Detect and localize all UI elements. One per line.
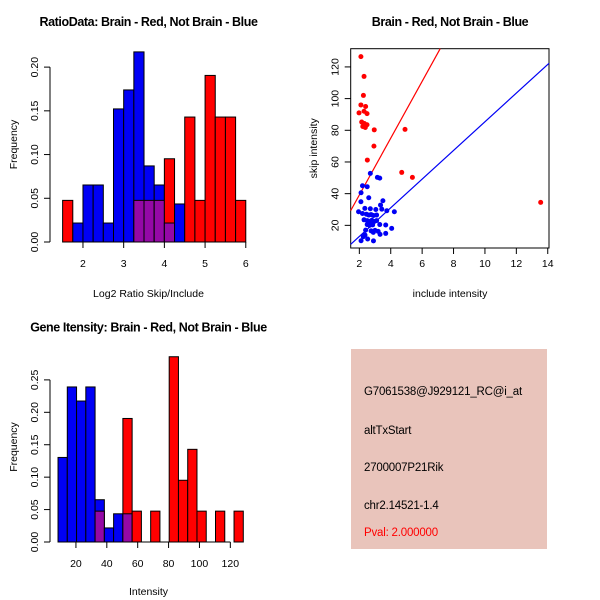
y-tick-label: 40	[329, 187, 342, 200]
blue-data-point	[383, 231, 388, 236]
y-tick-label: 0.20	[29, 402, 41, 423]
histogram-bar	[77, 401, 86, 542]
histogram-bar	[132, 511, 141, 542]
histogram-bar	[234, 511, 243, 542]
red-data-point	[357, 110, 362, 115]
gene-symbol-text: 2700007P21Rik	[364, 462, 444, 474]
pval-text: Pval: 2.000000	[364, 527, 438, 539]
x-tick-label: 2	[356, 258, 363, 270]
x-tick-label: 6	[242, 258, 249, 270]
x-tick-label: 80	[162, 558, 175, 570]
intensity-scatter-plot	[330, 49, 554, 270]
histogram-bar	[185, 117, 195, 242]
y-tick-label: 20	[329, 219, 342, 232]
ratio-histogram-xlabel: Log2 Ratio Skip/Include	[93, 288, 204, 300]
y-tick-label: 0.05	[29, 188, 41, 209]
x-tick-label: 120	[221, 558, 240, 570]
blue-data-point	[371, 238, 376, 243]
ratio-histogram-title: RatioData: Brain - Red, Not Brain - Blue	[39, 15, 258, 29]
red-data-point	[410, 175, 415, 180]
histogram-bar	[123, 514, 132, 542]
histogram-bar	[216, 511, 225, 542]
histogram-bar	[63, 200, 73, 242]
y-tick-label: 0.15	[29, 100, 41, 122]
blue-data-point	[358, 199, 363, 204]
blue-data-point	[359, 190, 364, 195]
x-tick-label: 4	[387, 258, 394, 270]
x-tick-label: 10	[479, 258, 491, 270]
blue-data-point	[384, 208, 389, 213]
x-tick-label: 14	[541, 258, 554, 270]
blue-data-point	[362, 206, 367, 211]
scatter-xlabel: include intensity	[412, 288, 488, 300]
y-tick-label: 0.00	[29, 231, 41, 253]
x-tick-label: 60	[131, 558, 144, 570]
histogram-bar	[188, 449, 197, 542]
gene-info-panel	[351, 349, 547, 549]
histogram-bar	[103, 223, 113, 242]
histogram-bar	[86, 387, 95, 542]
blue-data-point	[365, 236, 370, 241]
red-data-point	[358, 102, 363, 107]
probe-id-text: G7061538@J929121_RC@i_at	[364, 386, 522, 398]
red-data-point	[365, 158, 370, 163]
x-tick-label: 12	[510, 258, 523, 270]
intensity-scatter-panel	[300, 0, 600, 300]
locus-text: chr2.14521-1.4	[364, 500, 439, 512]
blue-data-point	[368, 171, 373, 176]
x-tick-label: 5	[202, 258, 208, 270]
blue-data-point	[366, 195, 371, 200]
histogram-bar	[73, 223, 83, 242]
blue-data-point	[379, 207, 384, 212]
red-data-point	[358, 54, 363, 59]
y-tick-label: 80	[329, 124, 342, 137]
histogram-bar	[178, 480, 187, 542]
blue-data-point	[389, 226, 394, 231]
scatter-ylabel: skip intensity	[308, 118, 320, 179]
scatter-title: Brain - Red, Not Brain - Blue	[371, 15, 529, 29]
blue-data-point	[359, 238, 364, 243]
gene-intensity-histogram-plot	[29, 357, 243, 570]
histogram-bar	[169, 357, 178, 542]
ratio-histogram-panel	[0, 0, 300, 300]
histogram-bar	[164, 223, 174, 242]
histogram-bar	[151, 511, 160, 542]
x-tick-label: 2	[80, 258, 86, 270]
blue-data-point	[380, 198, 385, 203]
red-data-point	[399, 170, 404, 175]
histogram-bar	[154, 200, 164, 242]
blue-data-point	[373, 207, 378, 212]
y-tick-label: 0.10	[29, 466, 41, 488]
gene-histogram-xlabel: Intensity	[128, 586, 169, 598]
x-tick-label: 20	[70, 558, 82, 570]
x-tick-label: 8	[450, 258, 457, 270]
x-tick-label: 3	[120, 258, 127, 270]
x-tick-label: 6	[419, 258, 426, 270]
y-tick-label: 100	[329, 89, 342, 108]
histogram-bar	[104, 528, 113, 542]
histogram-bar	[205, 75, 215, 242]
blue-data-point	[377, 176, 382, 181]
blue-fit-line	[351, 63, 549, 244]
histogram-bar	[83, 185, 93, 242]
gene-histogram-title: Gene Itensity: Brain - Red, Not Brain - Blue	[30, 320, 267, 335]
blue-data-point	[371, 230, 376, 235]
blue-data-point	[378, 232, 383, 237]
histogram-bar	[124, 90, 134, 242]
histogram-bar	[215, 117, 225, 242]
histogram-bar	[195, 200, 205, 242]
histogram-bar	[175, 204, 185, 242]
blue-data-point	[370, 222, 375, 227]
blue-data-point	[360, 183, 365, 188]
histogram-bar	[95, 511, 104, 542]
histogram-bar	[67, 387, 76, 542]
event-type-text: altTxStart	[364, 425, 412, 437]
gene-histogram-ylabel: Frequency	[8, 422, 20, 472]
histogram-bar	[58, 457, 67, 542]
ratio-histogram-plot	[29, 52, 249, 270]
x-tick-label: 100	[190, 558, 209, 570]
y-tick-label: 0.20	[29, 56, 41, 78]
red-data-point	[371, 144, 376, 149]
blue-data-point	[363, 228, 368, 233]
red-data-point	[361, 93, 366, 98]
red-data-point	[538, 200, 543, 205]
x-tick-label: 4	[161, 258, 168, 270]
blue-data-point	[374, 213, 379, 218]
red-data-point	[372, 127, 377, 132]
y-tick-label: 0.25	[29, 369, 41, 391]
y-tick-label: 60	[329, 156, 342, 168]
y-tick-label: 0.00	[29, 531, 41, 553]
histogram-bar	[236, 200, 246, 242]
histogram-bar	[93, 185, 103, 242]
y-tick-label: 0.05	[29, 499, 41, 520]
y-tick-label: 0.15	[29, 434, 41, 455]
blue-data-point	[392, 209, 397, 214]
histogram-bar	[197, 511, 206, 542]
blue-data-point	[374, 218, 379, 223]
gene-intensity-histogram-panel	[0, 300, 300, 600]
blue-data-point	[365, 184, 370, 189]
red-data-point	[365, 111, 370, 116]
histogram-bar	[225, 117, 235, 242]
x-tick-label: 40	[100, 558, 113, 570]
histogram-bar	[114, 514, 123, 542]
histogram-bar	[144, 200, 154, 242]
plot-box	[351, 49, 549, 248]
red-data-point	[362, 74, 367, 79]
blue-data-point	[368, 206, 373, 211]
red-data-point	[403, 127, 408, 132]
red-data-point	[363, 104, 368, 109]
red-data-point	[363, 125, 368, 130]
histogram-bar	[134, 200, 144, 242]
y-tick-label: 0.10	[29, 144, 41, 165]
histogram-bar	[113, 109, 123, 242]
y-tick-label: 120	[329, 58, 342, 76]
blue-data-point	[377, 222, 382, 227]
ratio-histogram-ylabel: Frequency	[8, 119, 20, 170]
blue-data-point	[383, 223, 388, 228]
